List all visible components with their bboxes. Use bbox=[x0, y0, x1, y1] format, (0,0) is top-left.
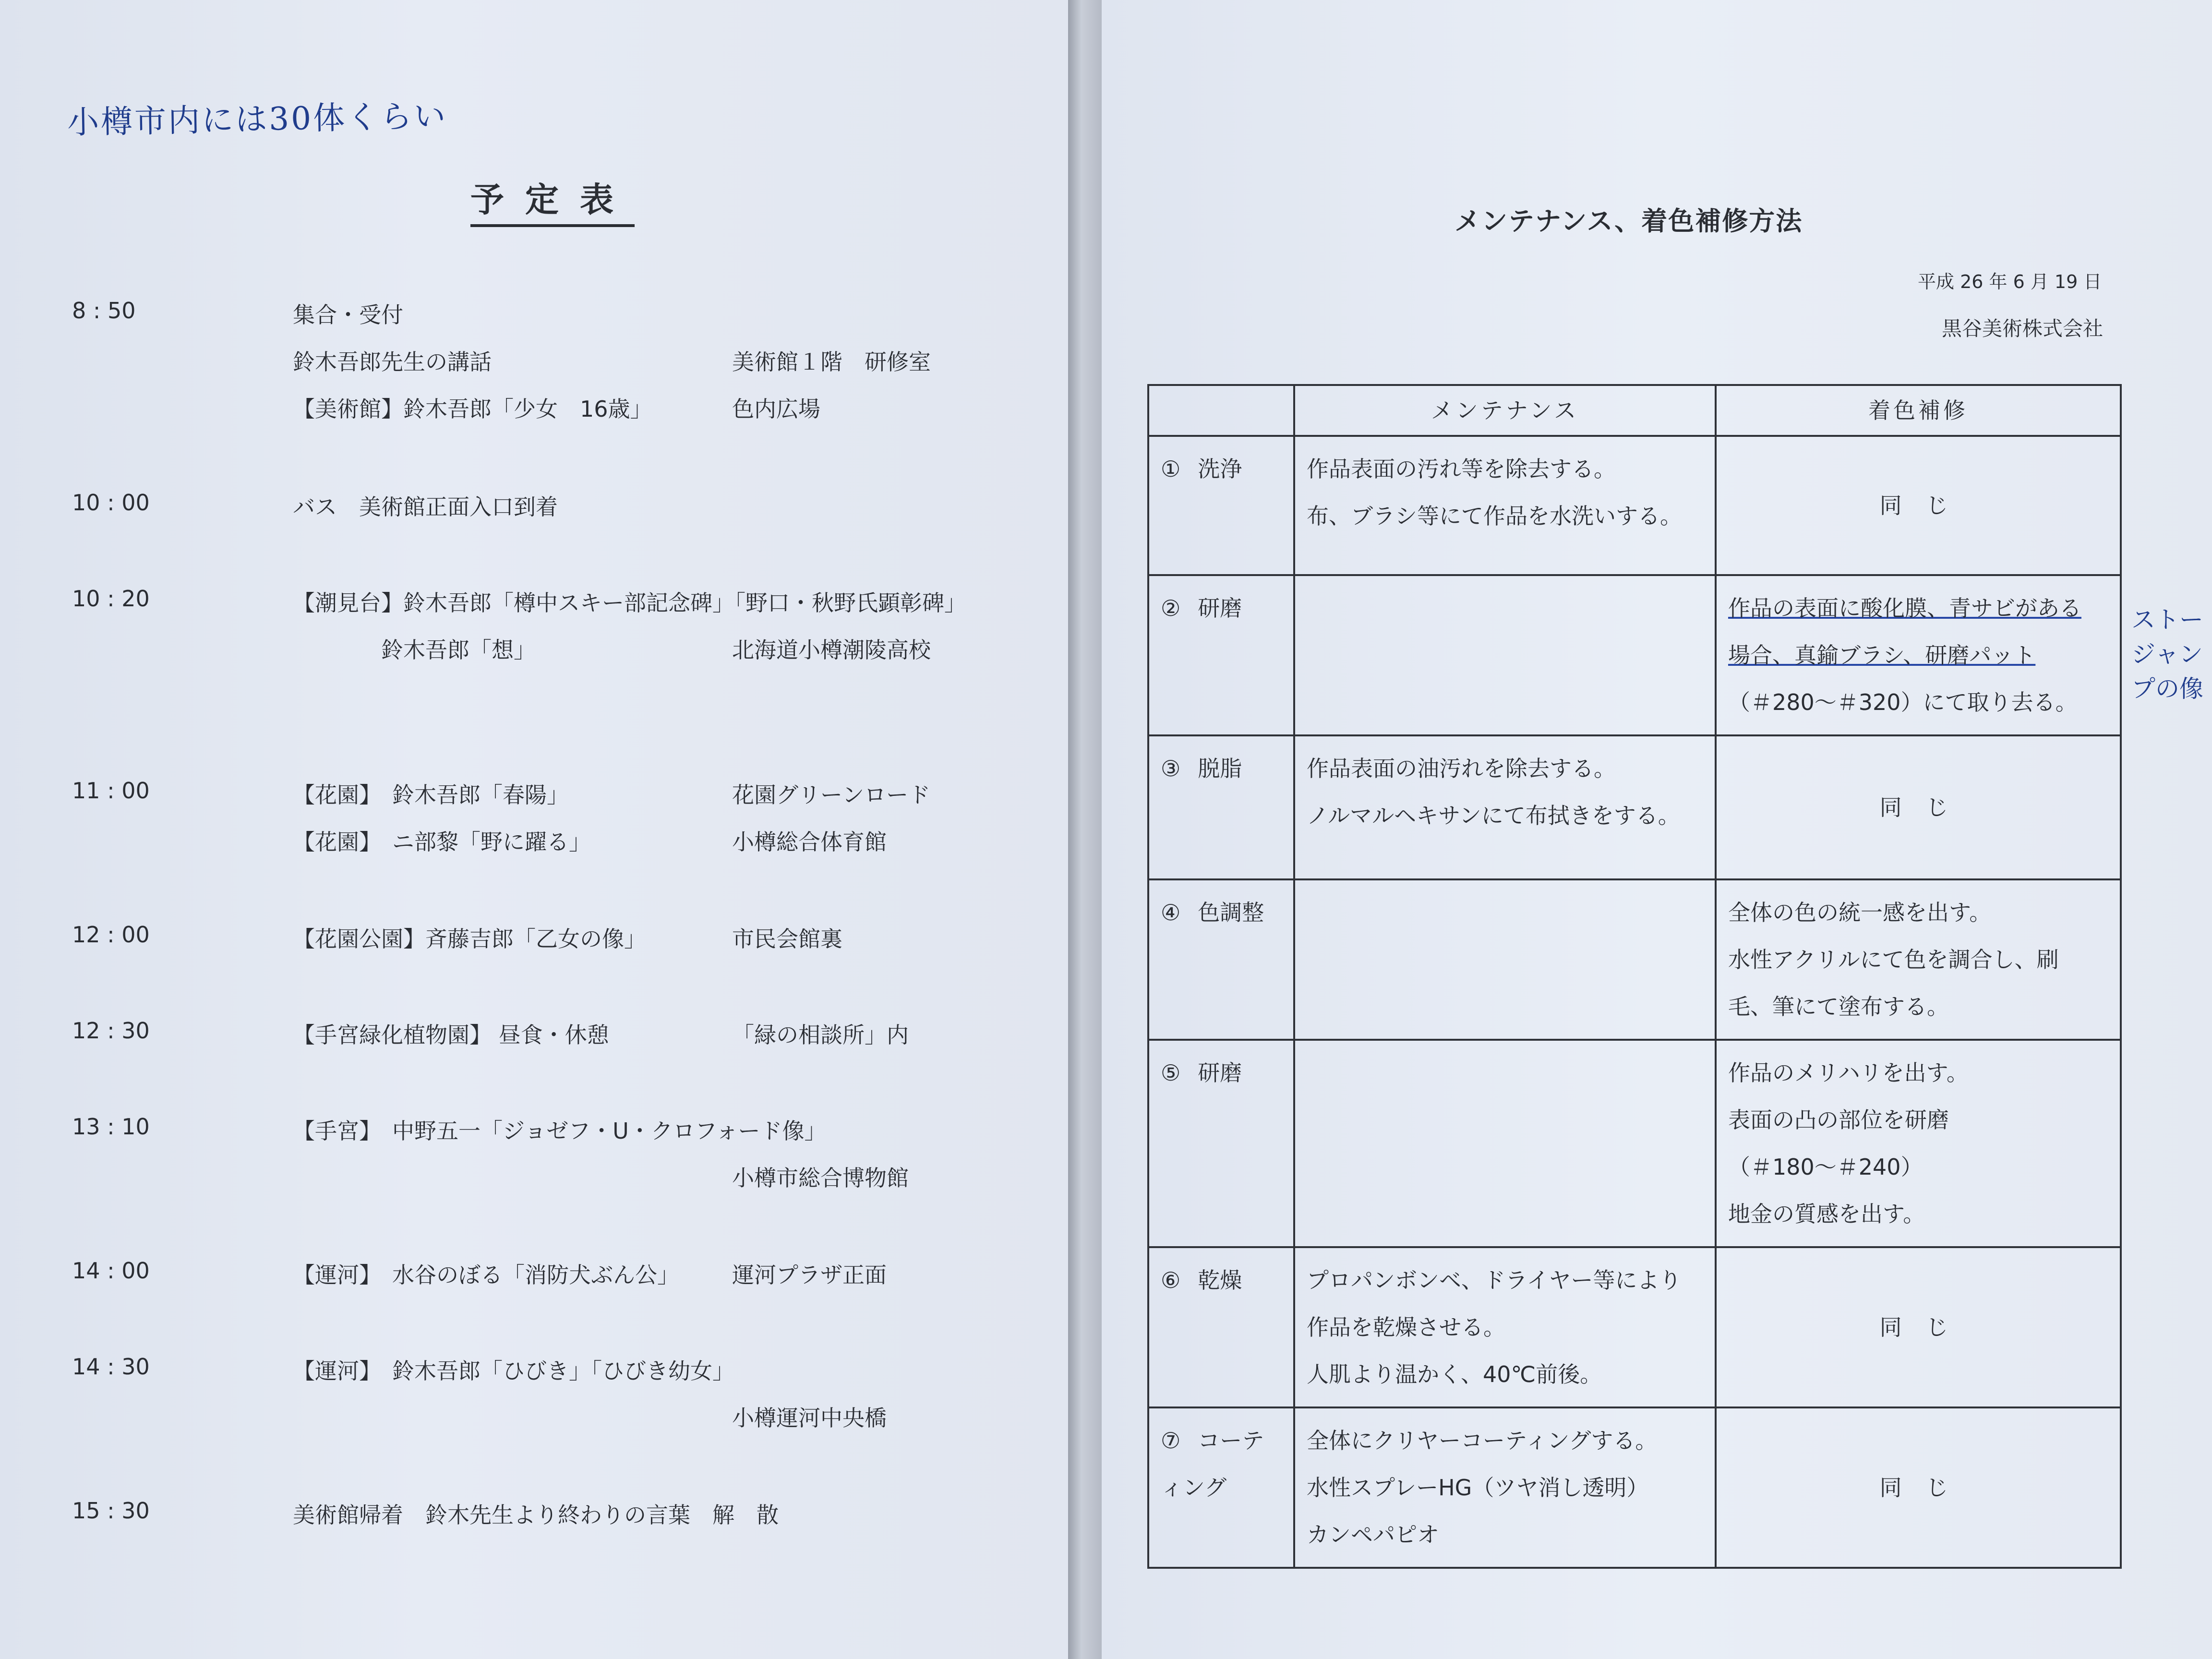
schedule-text: 【潮見台】鈴木吾郎「樽中スキー部記念碑」「野口・秋野氏顕彰碑」 bbox=[293, 590, 966, 616]
coloring-cell bbox=[1716, 1407, 2121, 1568]
table-row bbox=[1148, 735, 2121, 879]
schedule-row bbox=[0, 778, 1056, 825]
schedule-text: 【花園】 鈴木吾郎「春陽」 bbox=[293, 782, 569, 808]
company-name: 黒谷美術株式会社 bbox=[1942, 317, 2104, 340]
schedule-text: 【運河】 鈴木吾郎「ひびき」「ひびき幼女」 bbox=[293, 1358, 734, 1384]
schedule-row bbox=[0, 922, 1056, 969]
cell-line: 水性スプレーHG（ツヤ消し透明） bbox=[1306, 1475, 1649, 1501]
coloring-cell bbox=[1716, 1040, 2121, 1247]
document-date: 平成 26 年 6 月 19 日 bbox=[1918, 271, 2102, 292]
schedule-entry bbox=[0, 1018, 1056, 1065]
step-cell bbox=[1148, 879, 1294, 1040]
cell-line: カンペパピオ bbox=[1306, 1522, 1439, 1548]
step-label: 研磨 bbox=[1198, 1060, 1242, 1086]
maintenance-cell bbox=[1294, 1407, 1716, 1568]
schedule-row bbox=[0, 1161, 1056, 1208]
left-page bbox=[0, 0, 1068, 1659]
schedule-time: 11 : 00 bbox=[72, 778, 150, 804]
schedule-text: 集合・受付 bbox=[293, 302, 403, 328]
table-row bbox=[1148, 436, 2121, 575]
step-number: ⑤ bbox=[1161, 1060, 1181, 1086]
schedule-entry bbox=[0, 490, 1056, 537]
cell-line: ノルマルヘキサンにて布拭きをする。 bbox=[1306, 803, 1680, 829]
maintenance-cell bbox=[1294, 879, 1716, 1040]
schedule-text: 【手宮】 中野五一「ジョゼフ・U・クロフォード像」 bbox=[293, 1118, 827, 1144]
cell-line: 布、ブラシ等にて作品を水洗いする。 bbox=[1306, 503, 1682, 529]
cell-line: 同 じ bbox=[1879, 1314, 1957, 1340]
schedule-location: 美術館１階 研修室 bbox=[732, 349, 931, 375]
coloring-cell bbox=[1716, 436, 2121, 575]
schedule-row bbox=[0, 345, 1056, 392]
step-label: 洗浄 bbox=[1198, 456, 1242, 482]
step-number: ④ bbox=[1161, 900, 1181, 926]
cell-line: 同 じ bbox=[1879, 794, 1957, 820]
step-number: ③ bbox=[1161, 756, 1181, 781]
schedule-time: 12 : 30 bbox=[72, 1018, 150, 1044]
maintenance-table bbox=[1147, 384, 2122, 1569]
schedule-row bbox=[0, 1498, 1056, 1545]
coloring-cell bbox=[1716, 1247, 2121, 1407]
step-label: 色調整 bbox=[1198, 900, 1264, 926]
step-cell bbox=[1148, 1247, 1294, 1407]
step-number: ⑥ bbox=[1161, 1267, 1181, 1293]
schedule-location: 花園グリーンロード bbox=[732, 782, 931, 808]
schedule-entry bbox=[0, 1258, 1056, 1305]
schedule-text: 【美術館】鈴木吾郎「少女 16歳」 bbox=[293, 396, 652, 422]
schedule-location: 「緑の相談所」内 bbox=[732, 1022, 909, 1048]
schedule-time: 13 : 10 bbox=[72, 1114, 150, 1140]
schedule-location: 小樽市総合博物館 bbox=[732, 1165, 909, 1191]
maintenance-cell bbox=[1294, 575, 1716, 735]
schedule-row bbox=[0, 298, 1056, 345]
step-label: 脱脂 bbox=[1198, 756, 1242, 781]
schedule-time: 15 : 30 bbox=[72, 1498, 150, 1524]
step-cell bbox=[1148, 1040, 1294, 1247]
schedule-row bbox=[0, 1114, 1056, 1161]
cell-line: 毛、筆にて塗布する。 bbox=[1728, 994, 1949, 1020]
table-row bbox=[1148, 1040, 2121, 1247]
table-header-row bbox=[1148, 385, 2121, 436]
maintenance-cell bbox=[1294, 436, 1716, 575]
schedule-entry bbox=[0, 778, 1056, 872]
maintenance-title: メンテナンス、着色補修方法 bbox=[1455, 206, 1803, 236]
step-label: コーティング bbox=[1161, 1428, 1264, 1501]
step-cell bbox=[1148, 735, 1294, 879]
cell-line: 作品表面の汚れ等を除去する。 bbox=[1306, 456, 1616, 482]
table-row bbox=[1148, 879, 2121, 1040]
handwritten-side-note: ストージャンプの像 bbox=[2131, 606, 2203, 703]
schedule-row bbox=[0, 586, 1056, 633]
schedule-row bbox=[0, 490, 1056, 537]
cell-line: 水性アクリルにて色を調合し、刷 bbox=[1728, 947, 2059, 973]
schedule-title: 予定表 bbox=[470, 173, 635, 227]
schedule-row bbox=[0, 633, 1056, 680]
cell-line: 全体の色の統一感を出す。 bbox=[1728, 900, 1992, 926]
schedule-time: 14 : 00 bbox=[72, 1258, 150, 1284]
maintenance-cell bbox=[1294, 735, 1716, 879]
schedule-entry bbox=[0, 1114, 1056, 1208]
schedule-time: 14 : 30 bbox=[72, 1354, 150, 1380]
schedule-location: 小樽運河中央橋 bbox=[732, 1405, 887, 1431]
coloring-cell bbox=[1716, 735, 2121, 879]
schedule-time: 10 : 20 bbox=[72, 586, 150, 612]
cell-line: 作品の表面に酸化膜、青サビがある bbox=[1728, 595, 2081, 621]
cell-line: 作品のメリハリを出す。 bbox=[1728, 1060, 1969, 1086]
cell-line: 人肌より温かく、40℃前後。 bbox=[1306, 1361, 1602, 1387]
step-number: ① bbox=[1161, 456, 1181, 482]
schedule-text: 美術館帰着 鈴木先生より終わりの言葉 解 散 bbox=[293, 1502, 779, 1528]
cell-line: 全体にクリヤーコーティングする。 bbox=[1306, 1428, 1658, 1454]
schedule-location: 市民会館裏 bbox=[732, 926, 842, 952]
schedule-row bbox=[0, 1354, 1056, 1401]
schedule-entry bbox=[0, 298, 1056, 439]
step-cell bbox=[1148, 436, 1294, 575]
schedule-entry bbox=[0, 586, 1056, 680]
schedule-row bbox=[0, 1258, 1056, 1305]
schedule-row bbox=[0, 825, 1056, 872]
header-coloring: 着色補修 bbox=[1716, 385, 2121, 436]
schedule-location: 色内広場 bbox=[732, 396, 820, 422]
schedule-time: 12 : 00 bbox=[72, 922, 150, 948]
cell-line: 地金の質感を出す。 bbox=[1728, 1201, 1925, 1227]
cell-line: 作品を乾燥させる。 bbox=[1306, 1314, 1505, 1340]
header-maintenance: メンテナンス bbox=[1294, 385, 1716, 436]
schedule-row bbox=[0, 392, 1056, 439]
cell-line: 同 じ bbox=[1879, 493, 1957, 518]
maintenance-cell bbox=[1294, 1247, 1716, 1407]
schedule-location: 運河プラザ正面 bbox=[732, 1262, 887, 1288]
coloring-cell bbox=[1716, 575, 2121, 735]
step-cell bbox=[1148, 575, 1294, 735]
schedule-entry bbox=[0, 1354, 1056, 1448]
step-number: ⑦ bbox=[1161, 1428, 1181, 1454]
table-body bbox=[1148, 436, 2121, 1568]
schedule-location: 北海道小樽潮陵高校 bbox=[732, 637, 931, 663]
table-row bbox=[1148, 575, 2121, 735]
cell-line: 同 じ bbox=[1879, 1475, 1957, 1501]
schedule-location: 小樽総合体育館 bbox=[732, 829, 887, 855]
schedule-text: 【運河】 水谷のぼる「消防犬ぶん公」 bbox=[293, 1262, 679, 1288]
schedule-text: 鈴木吾郎「想」 bbox=[293, 637, 536, 663]
step-number: ② bbox=[1161, 595, 1181, 621]
table-row bbox=[1148, 1247, 2121, 1407]
schedule-text: 【花園】 ニ部黎「野に躍る」 bbox=[293, 829, 591, 855]
coloring-cell bbox=[1716, 879, 2121, 1040]
book-gutter bbox=[1068, 0, 1102, 1659]
step-label: 乾燥 bbox=[1198, 1267, 1242, 1293]
cell-line: プロパンボンベ、ドライヤー等により bbox=[1306, 1267, 1682, 1293]
cell-line: 場合、真鍮ブラシ、研磨パット bbox=[1728, 642, 2036, 668]
cell-line: （＃180～＃240） bbox=[1728, 1154, 1923, 1180]
schedule-entry bbox=[0, 1498, 1056, 1545]
schedule-time: 10 : 00 bbox=[72, 490, 150, 516]
schedule-text: 【手宮緑化植物園】 昼食・休憩 bbox=[293, 1022, 609, 1048]
handwritten-note: 小樽市内には30体くらい bbox=[67, 97, 448, 141]
cell-line: （＃280～＃320）にて取り去る。 bbox=[1728, 689, 2078, 715]
step-cell bbox=[1148, 1407, 1294, 1568]
schedule-row bbox=[0, 1401, 1056, 1448]
schedule-text: 【花園公園】斉藤吉郎「乙女の像」 bbox=[293, 926, 646, 952]
schedule-text: バス 美術館正面入口到着 bbox=[293, 494, 558, 520]
maintenance-cell bbox=[1294, 1040, 1716, 1247]
header-step bbox=[1148, 385, 1294, 436]
cell-line: 表面の凸の部位を研磨 bbox=[1728, 1107, 1949, 1133]
table-row bbox=[1148, 1407, 2121, 1568]
cell-line: 作品表面の油汚れを除去する。 bbox=[1306, 756, 1616, 781]
schedule-entry bbox=[0, 922, 1056, 969]
schedule-time: 8 : 50 bbox=[72, 298, 136, 324]
schedule-text: 鈴木吾郎先生の講話 bbox=[293, 349, 492, 375]
schedule-row bbox=[0, 1018, 1056, 1065]
step-label: 研磨 bbox=[1198, 595, 1242, 621]
